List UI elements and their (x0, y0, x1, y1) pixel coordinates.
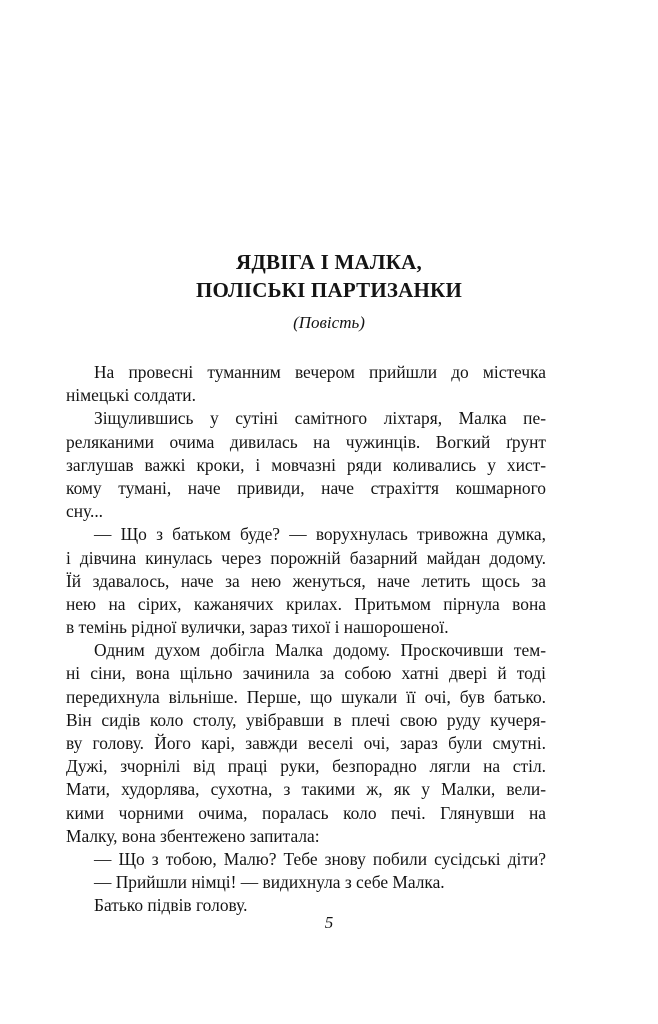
text-line: Батько підвів голову. (94, 895, 248, 916)
text-line: Малку, вона збентежено запитала: (66, 825, 320, 846)
text-line: — Прийшли німці! — видихнула з себе Малка. (94, 872, 445, 893)
text-line: кими чорними очима, поралась коло печі. Глянувши на (66, 802, 546, 823)
text-line: нею на сірих, кажанячих крилах. Притьмом пірнула вона (66, 593, 546, 614)
text-line: реляканими очима дивилась на чужинців. Вогкий ґрунт (66, 431, 546, 452)
text-line: і дівчина кинулась через порожній базарний майдан додому. (66, 547, 546, 568)
chapter-title-line-2: ПОЛІСЬКІ ПАРТИЗАНКИ (195, 278, 462, 302)
chapter-title (0, 248, 658, 304)
chapter-subtitle: (Повість) (293, 313, 365, 332)
text-line: ні сіни, вона щільно зачинила за собою хатні двері й тоді (66, 663, 546, 684)
text-line: Дужі, зчорнілі від праці руки, безпорадно лягли на стіл. (66, 756, 546, 777)
text-line: Зіщулившись у сутіні самітного ліхтаря, Малка пе- (94, 408, 546, 429)
text-line: Мати, худорлява, сухотна, з такими ж, як у Малки, вели- (66, 779, 546, 800)
body-text (66, 361, 546, 918)
chapter-title-line-1: ЯДВІГА І МАЛКА, (236, 250, 422, 274)
text-line: Їй здавалось, наче за нею женуться, наче летить щось за (66, 570, 546, 591)
text-line: — Що з тобою, Малю? Тебе знову побили сусідські діти? (94, 848, 546, 869)
text-line: — Що з батьком буде? — ворухнулась тривожна думка, (94, 524, 546, 545)
text-line: Він сидів коло столу, увібравши в плечі свою руду кучеря- (66, 709, 546, 730)
text-line: Одним духом добігла Малка додому. Проскочивши тем- (94, 640, 546, 661)
text-line: в темінь рідної вулички, зараз тихої і нашорошеної. (66, 617, 449, 638)
text-line: німецькі солдати. (66, 385, 196, 406)
text-line: На провесні туманним вечером прийшли до містечка (94, 362, 546, 382)
text-line: кому тумані, наче привиди, наче страхіття кошмарного (66, 477, 546, 498)
text-line: сну... (66, 501, 104, 522)
text-line: ву голову. Його карі, завжди веселі очі, зараз були смутні. (66, 733, 546, 753)
page-number: 5 (324, 913, 334, 932)
text-line: заглушав важкі кроки, і мовчазні ряди коливались у хист- (66, 454, 546, 475)
text-line: передихнула вільніше. Перше, що шукали її очі, був батько. (66, 686, 546, 707)
